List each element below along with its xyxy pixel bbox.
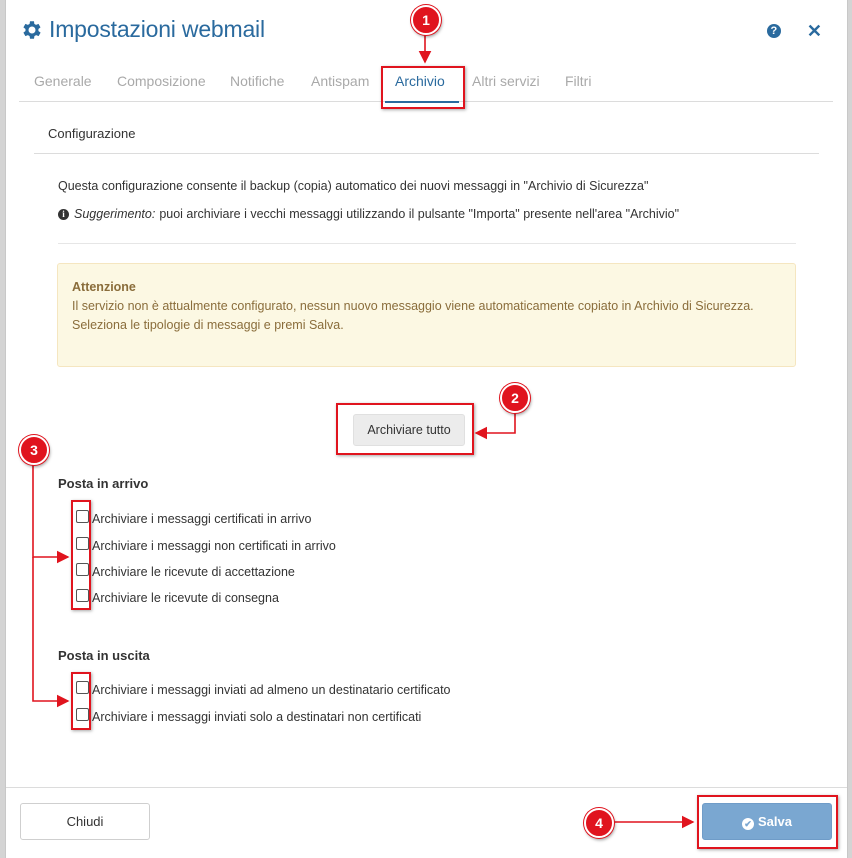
- tab-altri-servizi[interactable]: Altri servizi: [472, 73, 540, 89]
- header-actions: [767, 21, 822, 41]
- highlight-save: [697, 795, 838, 849]
- highlight-incoming-checkboxes: [71, 500, 91, 610]
- option-incoming-certified[interactable]: Archiviare i messaggi certificati in arrivo: [76, 512, 312, 526]
- divider: [34, 153, 819, 154]
- option-delivery-receipts[interactable]: Archiviare le ricevute di consegna: [76, 591, 279, 605]
- callout-3-badge: 3: [19, 435, 49, 465]
- option-incoming-non-certified[interactable]: Archiviare i messaggi non certificati in arrivo: [76, 539, 336, 553]
- option-outgoing-non-certified[interactable]: Archiviare i messaggi inviati solo a destinatari non certificati: [76, 710, 421, 724]
- warning-alert: [57, 263, 796, 367]
- dialog-header: [20, 16, 265, 43]
- callout-2-badge: 2: [500, 383, 530, 413]
- tip-text: puoi archiviare i vecchi messaggi utilizzando il pulsante "Importa" presente nell'area "Archivio": [159, 207, 680, 221]
- callout-1-badge: 1: [411, 5, 441, 35]
- tab-antispam[interactable]: Antispam: [311, 73, 370, 89]
- section-title: Configurazione: [48, 126, 136, 141]
- check-circle-icon: ✔: [742, 818, 754, 830]
- incoming-mail-title: Posta in arrivo: [58, 476, 149, 491]
- save-label: Salva: [758, 814, 792, 829]
- alert-title: Attenzione: [72, 280, 136, 294]
- footer-divider: [6, 787, 847, 788]
- tab-filtri[interactable]: Filtri: [565, 73, 592, 89]
- dialog-title: Impostazioni webmail: [49, 16, 265, 42]
- close-button[interactable]: Chiudi: [20, 803, 150, 840]
- tip-label: Suggerimento:: [74, 207, 156, 221]
- intro-text: Questa configurazione consente il backup (copia) automatico dei nuovi messaggi in "Archivio di Sicurezza": [58, 179, 649, 193]
- close-icon[interactable]: ✕: [806, 21, 822, 41]
- highlight-archive-all: [336, 403, 474, 455]
- alert-instruction: Seleziona le tipologie di messaggi e premi Salva.: [72, 318, 344, 332]
- tab-generale[interactable]: Generale: [34, 73, 92, 89]
- tab-notifiche[interactable]: Notifiche: [230, 73, 285, 89]
- tab-archivio[interactable]: Archivio: [395, 73, 445, 89]
- highlight-outgoing-checkboxes: [71, 672, 91, 730]
- highlight-archivio-tab: [381, 66, 465, 109]
- option-acceptance-receipts[interactable]: Archiviare le ricevute di accettazione: [76, 565, 295, 579]
- callout-4-badge: 4: [584, 808, 614, 838]
- outgoing-mail-title: Posta in uscita: [58, 648, 150, 663]
- divider: [58, 243, 796, 244]
- gear-icon: [20, 18, 44, 42]
- help-icon[interactable]: ?: [767, 24, 781, 38]
- tip-line: [58, 207, 679, 221]
- alert-message: Il servizio non è attualmente configurato, nessun nuovo messaggio viene automaticamente copiato in Archivio di Sicurezza.: [72, 299, 754, 313]
- info-icon: i: [58, 209, 69, 220]
- tab-composizione[interactable]: Composizione: [117, 73, 206, 89]
- archive-all-button[interactable]: Archiviare tutto: [353, 414, 465, 446]
- option-outgoing-certified[interactable]: Archiviare i messaggi inviati ad almeno un destinatario certificato: [76, 683, 451, 697]
